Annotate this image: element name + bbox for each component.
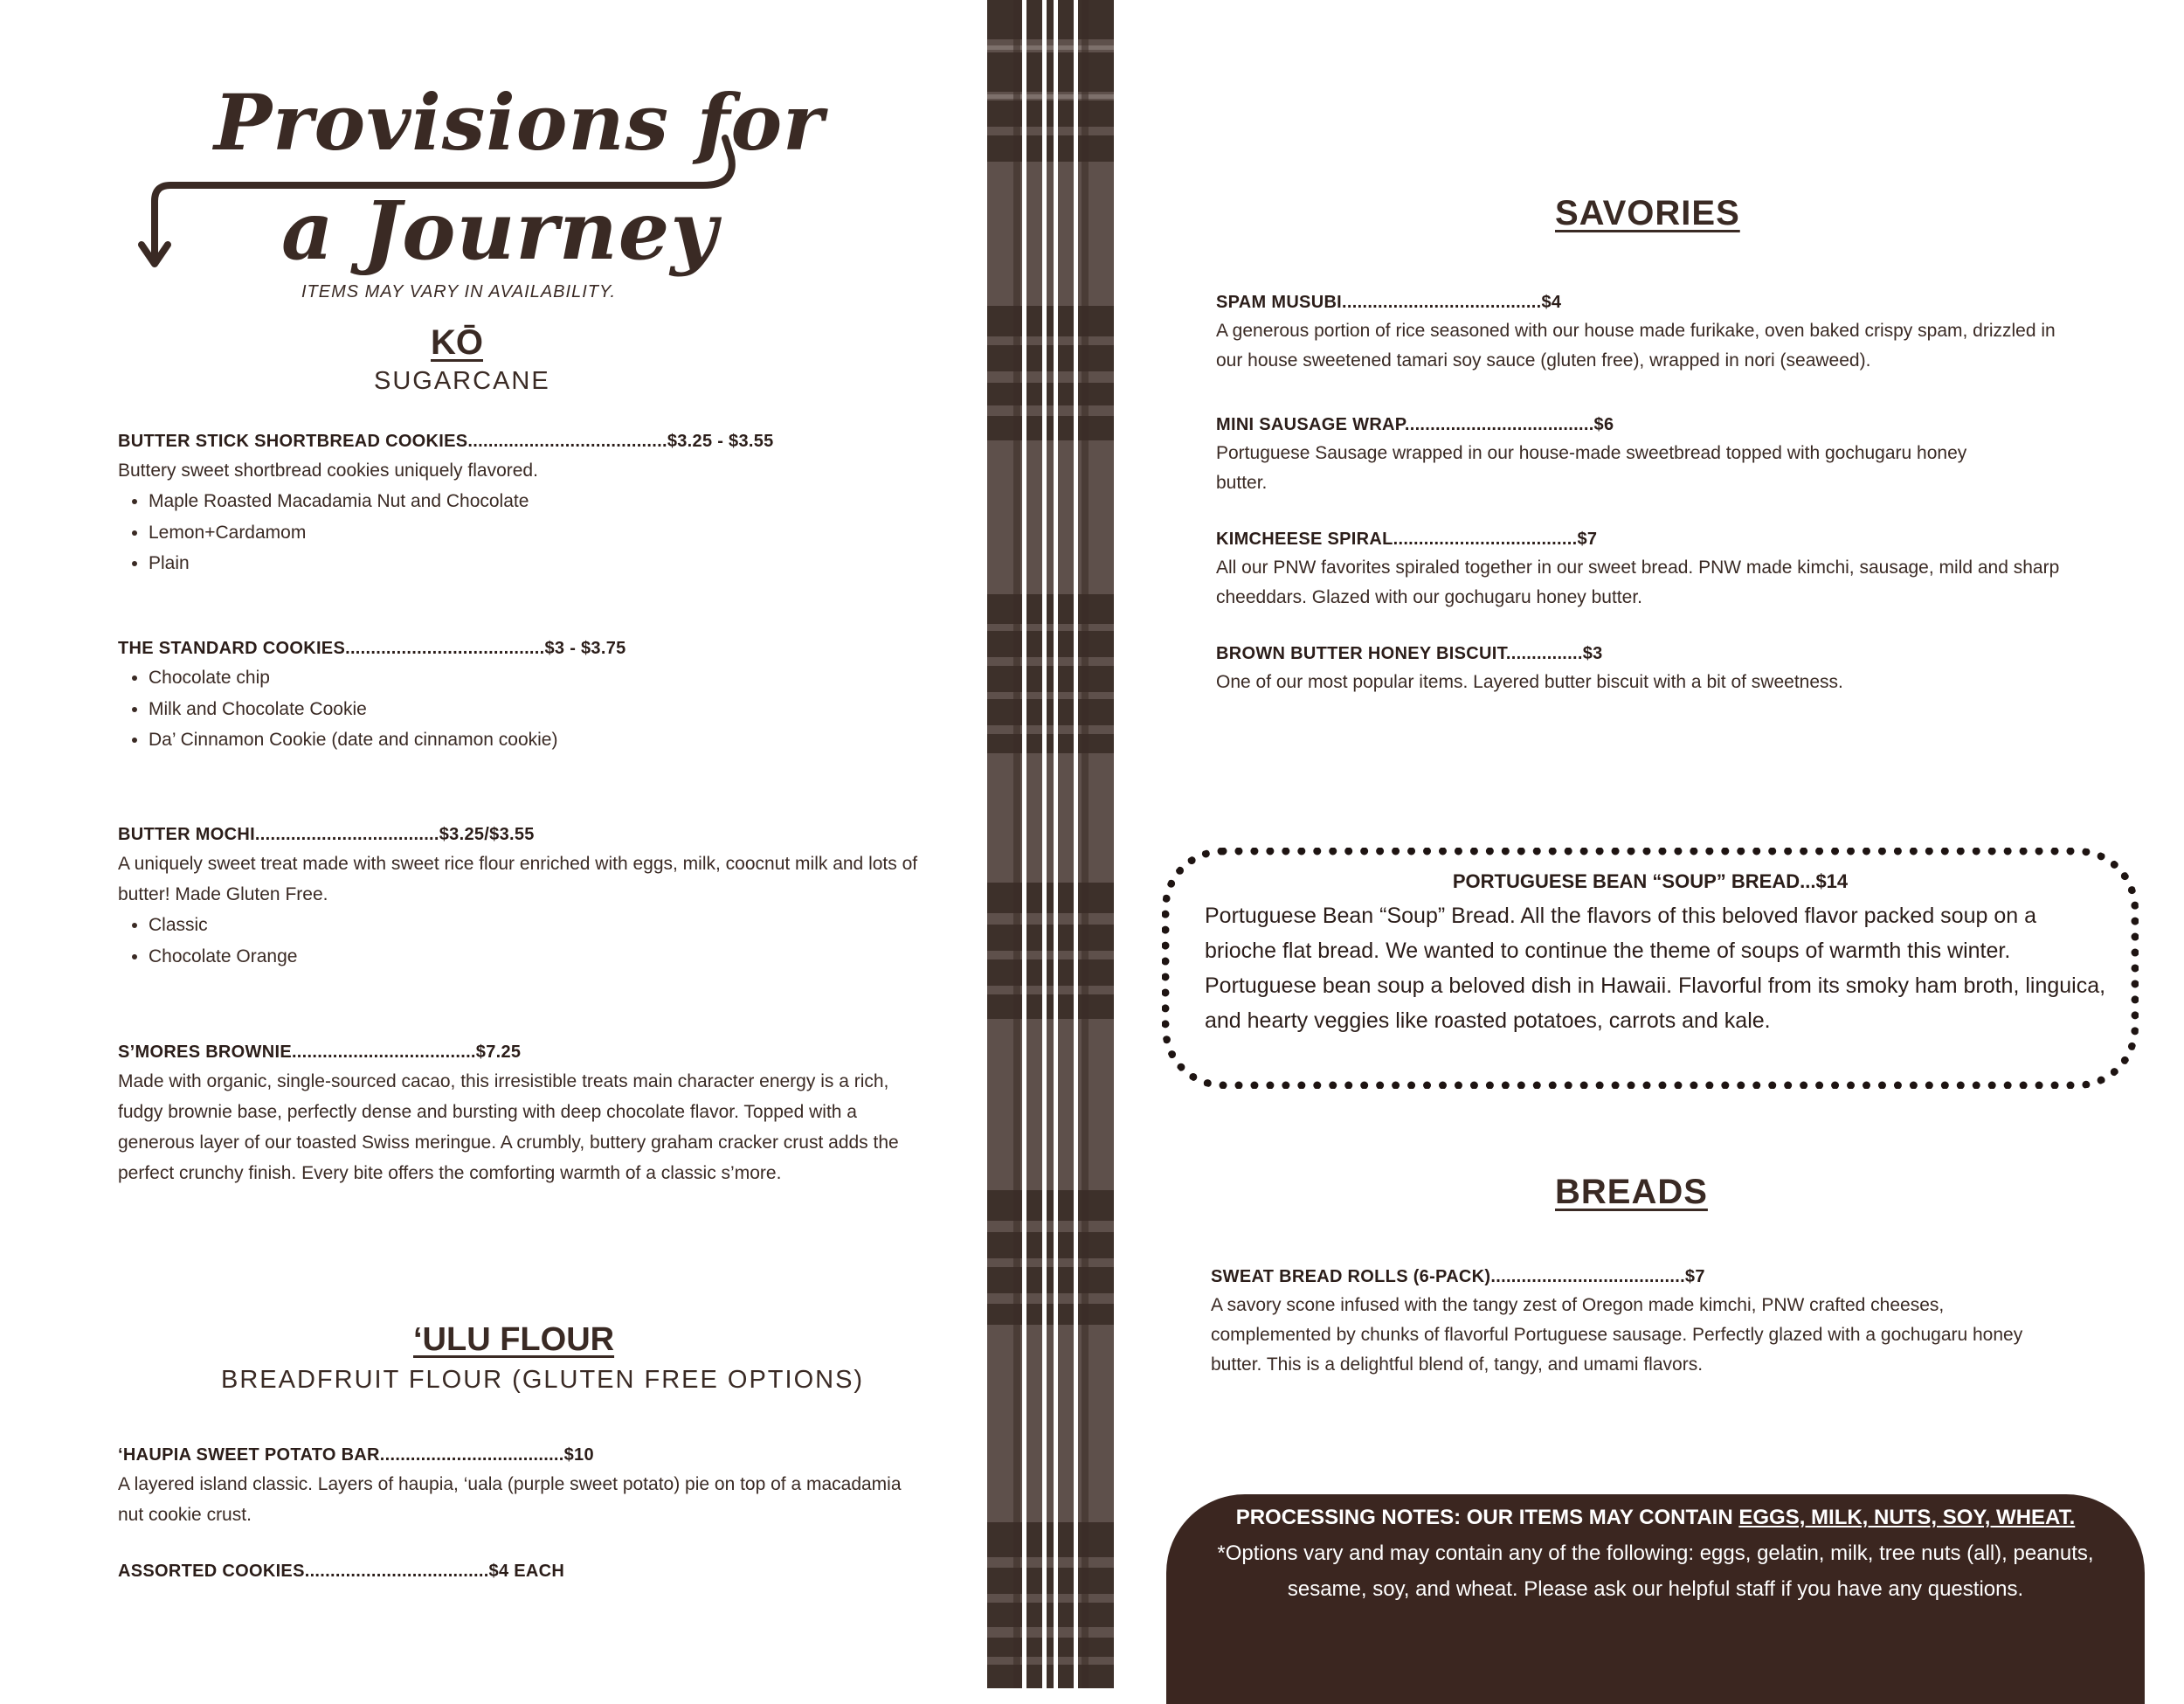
plaid-divider [987, 0, 1114, 1688]
title-line-1: Provisions for [214, 77, 825, 168]
item-name: ‘HAUPIA SWEET POTATO BAR....................................$10 [118, 1445, 594, 1465]
option-item: • Lemon+Cardamom [149, 517, 922, 549]
section-title-ko: KŌ [431, 323, 483, 362]
option-item: • Maple Roasted Macadamia Nut and Chocolate [149, 486, 922, 517]
item-description: Portuguese Sausage wrapped in our house-made sweetbread topped with gochugaru honey butter. [1216, 443, 1967, 493]
menu-item [1211, 1267, 2041, 1380]
item-description: All our PNW favorites spiraled together in our sweet bread. PNW made kimchi, sausage, mild and sharp cheeddars. Glazed with our gochugaru honey butter. [1216, 558, 2060, 607]
option-item: • Plain [149, 548, 922, 579]
item-name: THE STANDARD COOKIES.......................................$3 - $3.75 [118, 639, 626, 658]
item-description: Made with organic, single-sourced cacao, this irresistible treats main character energy is a rich, fudgy brownie base, perfectly dense and bursting with deep chocolate flavor. Topped with a generous layer of our toasted Swiss meringue. A crumbly, buttery graham cracker crust adds the perfect crunchy finish. Every bite offers the comforting warmth of a classic s’more. [118, 1071, 899, 1183]
item-name: SPAM MUSUBI.......................................$4 [1216, 293, 1562, 312]
item-description: A generous portion of rice seasoned with our house made furikake, oven baked crispy spam, drizzled in our house sweetened tamari soy sauce (gluten free), wrapped in nori (seaweed). [1216, 321, 2056, 371]
menu-item [1216, 415, 2020, 498]
menu-item [118, 825, 922, 972]
menu-item [1216, 644, 2063, 697]
item-description: A uniquely sweet treat made with sweet rice flour enriched with eggs, milk, coocnut milk and lots of butter! Made Gluten Free. [118, 854, 918, 904]
notes-heading: PROCESSING NOTES: OUR ITEMS MAY CONTAIN [1235, 1506, 1739, 1529]
option-item: • Classic [149, 910, 922, 941]
item-name: S’MORES BROWNIE....................................$7.25 [118, 1042, 522, 1062]
featured-item-name: PORTUGUESE BEAN “SOUP” BREAD...$14 [1452, 870, 1849, 892]
item-description: Buttery sweet shortbread cookies uniquely flavored. [118, 461, 538, 481]
section-title-savories: SAVORIES [1555, 194, 1740, 232]
options-list [118, 910, 922, 972]
option-item: • Chocolate chip [149, 662, 922, 694]
menu-item [118, 1445, 922, 1530]
featured-item-description: Portuguese Bean “Soup” Bread. All the flavors of this beloved flavor packed soup on a brioche flat bread. We wanted to continue the theme of soups of warmth this winter. Portuguese bean soup a beloved dish in Hawaii. Flavorful from its smoky ham broth, linguica, and hearty veggies like roasted potatoes, carrots and kale. [1205, 904, 2106, 1033]
item-description: A layered island classic. Layers of haupia, ‘uala (purple sweet potato) pie on top of a macadamia nut cookie crust. [118, 1474, 902, 1525]
item-description: One of our most popular items. Layered butter biscuit with a bit of sweetness. [1216, 672, 1843, 692]
processing-notes [1206, 1500, 2105, 1607]
notes-body: *Options vary and may contain any of the following: eggs, gelatin, milk, tree nuts (all), peanuts, sesame, soy, and wheat. Please ask our helpful staff if you have any questions. [1217, 1541, 2094, 1601]
item-name: BROWN BUTTER HONEY BISCUIT...............$3 [1216, 644, 1603, 663]
item-name: SWEAT BREAD ROLLS (6-PACK)......................................$7 [1211, 1267, 1705, 1286]
allergen-list: EGGS, MILK, NUTS, SOY, WHEAT. [1738, 1506, 2076, 1529]
item-name: BUTTER STICK SHORTBREAD COOKIES.......................................$3.25 - $3.55 [118, 432, 774, 451]
menu-item [118, 432, 922, 579]
menu-item [118, 639, 922, 756]
menu-item [118, 1042, 909, 1188]
option-item: • Milk and Chocolate Cookie [149, 694, 922, 725]
menu-item [118, 1562, 922, 1582]
option-item: • Chocolate Orange [149, 941, 922, 973]
menu-item [1216, 530, 2063, 613]
section-subtitle-sugarcane: SUGARCANE [374, 367, 550, 395]
option-item: • Da’ Cinnamon Cookie (date and cinnamon cookie) [149, 724, 922, 756]
item-name: ASSORTED COOKIES....................................$4 EACH [118, 1562, 565, 1581]
section-title-breads: BREADS [1555, 1173, 1708, 1211]
options-list [118, 662, 922, 756]
menu-item [1216, 293, 2063, 376]
item-name: MINI SAUSAGE WRAP.....................................$6 [1216, 415, 1614, 434]
section-subtitle-breadfruit: BREADFRUIT FLOUR (GLUTEN FREE OPTIONS) [221, 1366, 865, 1394]
availability-note: ITEMS MAY VARY IN AVAILABILITY. [301, 282, 617, 301]
title-line-2: a Journey [281, 184, 718, 278]
item-description: A savory scone infused with the tangy zest of Oregon made kimchi, PNW crafted cheeses, complemented by chunks of flavorful Portuguese sausage. Perfectly glazed with a gochugaru honey butter. This is a delightful blend of, tangy, and umami flavors. [1211, 1295, 2023, 1375]
options-list [118, 486, 922, 579]
item-name: KIMCHEESE SPIRAL....................................$7 [1216, 530, 1598, 549]
section-title-ulu-flour: ‘ULU FLOUR [413, 1321, 615, 1358]
item-name: BUTTER MOCHI....................................$3.25/$3.55 [118, 825, 535, 844]
